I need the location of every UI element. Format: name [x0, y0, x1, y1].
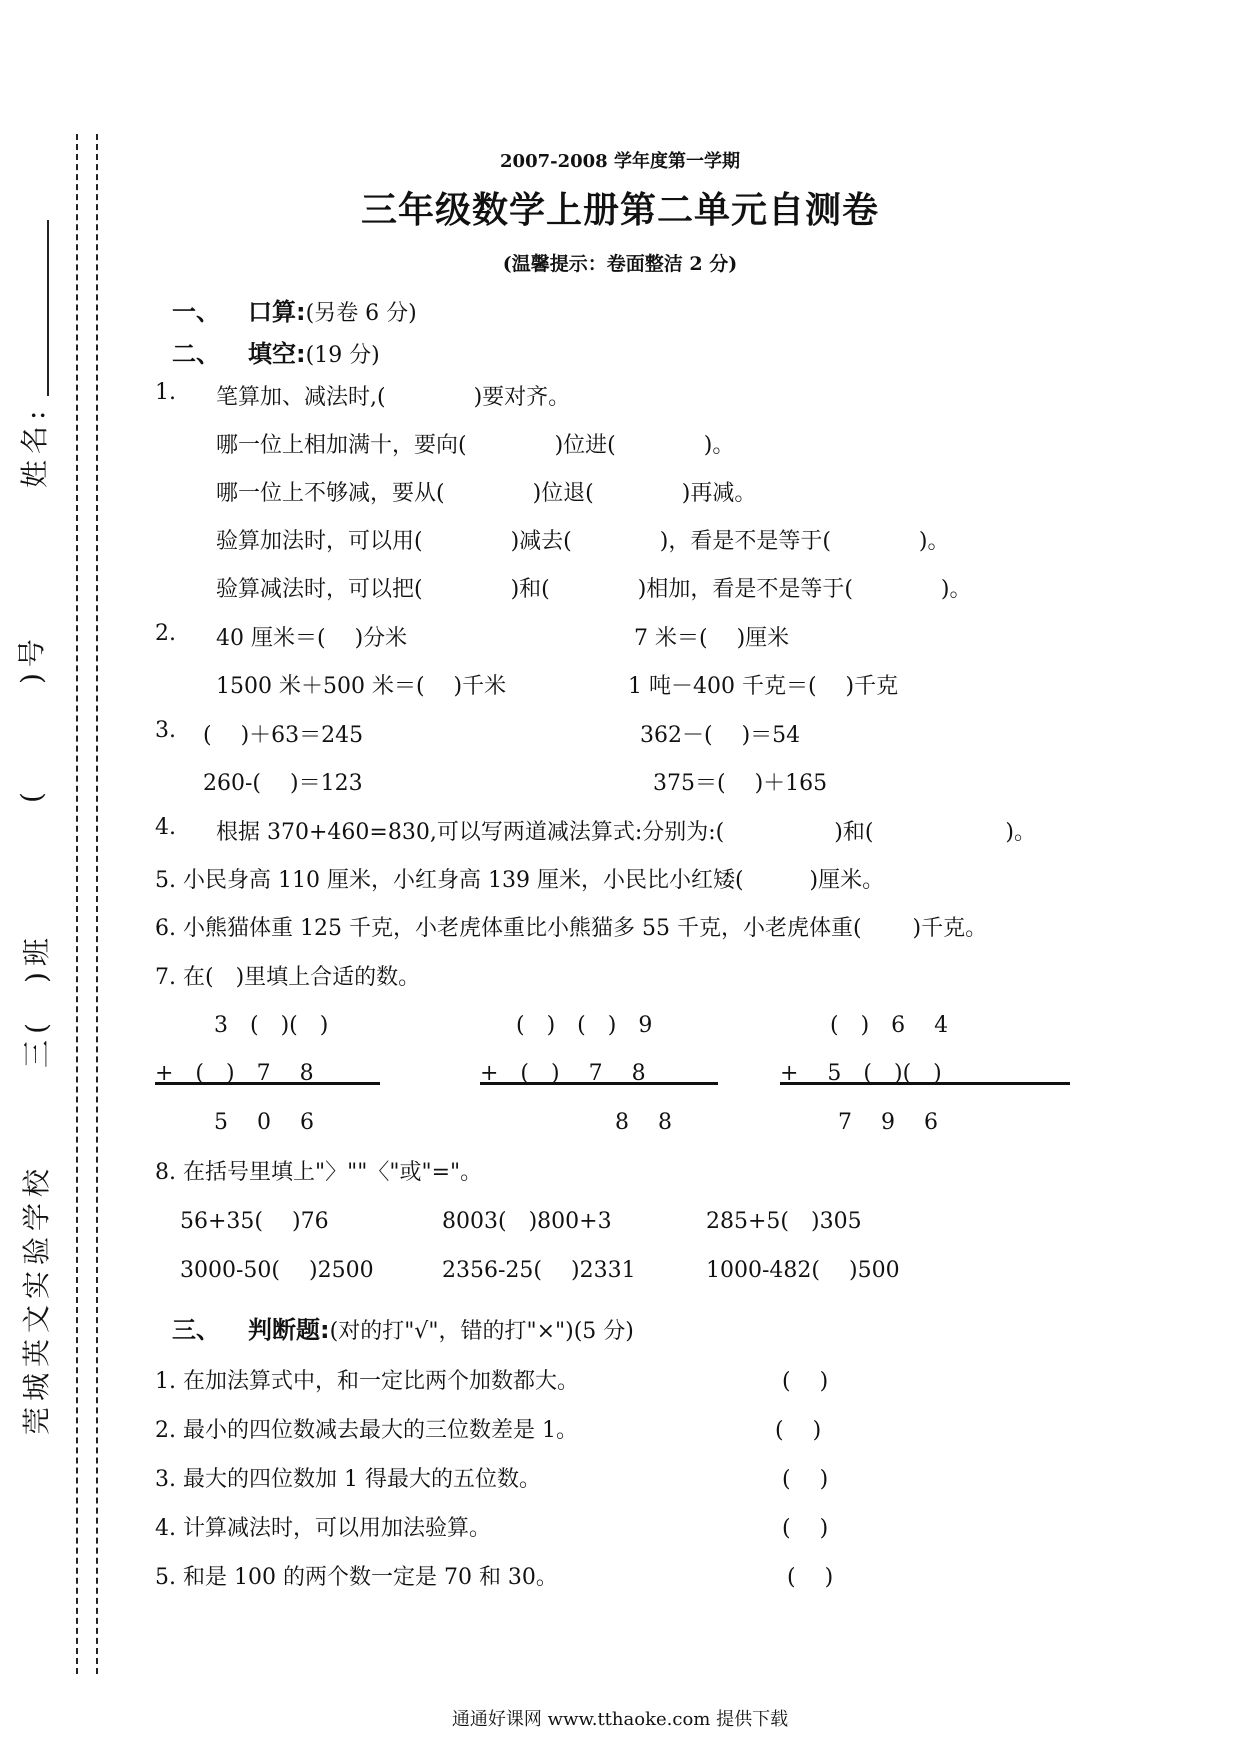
q7-problem-3-rule — [780, 1082, 1070, 1085]
question-number: 2. — [155, 621, 176, 646]
section-note: (另卷 6 分) — [305, 301, 417, 326]
footer-credit: 通通好课网 www.tthaoke.com 提供下载 — [451, 1709, 789, 1730]
q1-line: 验算减法时，可以把( )和( )相加，看是不是等于( )。 — [216, 577, 972, 602]
judge-item-blank: ( ) — [775, 1418, 822, 1443]
question-number: 1. — [155, 380, 176, 405]
question-number: 3. — [155, 718, 176, 743]
q7-problem-3-top: ( ) 6 4 — [830, 1013, 949, 1038]
section-1-heading — [172, 292, 417, 327]
judge-item-text: 3. 最大的四位数加 1 得最大的五位数。 — [155, 1467, 541, 1492]
name-label: 姓名: — [18, 404, 51, 488]
q1-line: 验算加法时，可以用( )减去( )，看是不是等于( )。 — [216, 529, 950, 554]
q8-item: 1000-482( )500 — [706, 1258, 900, 1283]
q7-problem-3-addend: + 5 ( )( ) — [780, 1061, 942, 1086]
name-write-line — [47, 220, 49, 396]
section-number: 三、 — [172, 1316, 220, 1344]
judge-item-blank: ( ) — [787, 1565, 834, 1590]
q6-text: 6. 小熊猫体重 125 千克，小老虎体重比小熊猫多 55 千克，小老虎体重( )千克。 — [155, 916, 988, 941]
q7-problem-2-top: ( ) ( ) 9 — [516, 1013, 653, 1038]
q3-item: 375＝( )＋165 — [653, 771, 828, 796]
q2-item: 1 吨－400 千克＝( )千克 — [628, 674, 899, 699]
student-number-label: ( )号 — [15, 633, 48, 803]
q7-problem-1-rule — [155, 1082, 380, 1085]
school-label: 莞城英文实验学校 — [20, 1162, 53, 1435]
judge-item-blank: ( ) — [782, 1516, 829, 1541]
judge-item-text: 4. 计算减法时，可以用加法验算。 — [155, 1516, 491, 1541]
tip-line: (温馨提示：卷面整洁 2 分) — [502, 253, 738, 275]
q8-item: 285+5( )305 — [706, 1209, 862, 1234]
q7-problem-1-addend: + ( ) 7 8 — [155, 1061, 314, 1086]
q5-text: 5. 小民身高 110 厘米，小红身高 139 厘米，小民比小红矮( )厘米。 — [155, 868, 885, 893]
q7-problem-2-addend: + ( ) 7 8 — [480, 1061, 646, 1086]
q1-line: 哪一位上相加满十，要向( )位进( )。 — [216, 433, 735, 458]
q8-item: 8003( )800+3 — [442, 1209, 612, 1234]
section-number: 一、 — [172, 298, 220, 326]
q7-problem-2-rule — [480, 1082, 718, 1085]
q7-problem-3-sum: 7 9 6 — [838, 1110, 938, 1135]
q4-text: 根据 370+460=830,可以写两道减法算式:分别为:( )和( )。 — [216, 820, 1036, 845]
q2-item: 1500 米＋500 米＝( )千米 — [216, 674, 507, 699]
section-label: 判断题: — [248, 1316, 330, 1344]
q3-item: 362－( )＝54 — [640, 723, 801, 748]
semester-line: 2007-2008 学年度第一学期 — [500, 151, 740, 172]
question-number: 4. — [155, 815, 176, 840]
judge-item-blank: ( ) — [782, 1369, 829, 1394]
q3-item: ( )＋63＝245 — [203, 723, 364, 748]
q7-text: 7. 在( )里填上合适的数。 — [155, 965, 421, 990]
q8-item: 56+35( )76 — [180, 1209, 329, 1234]
q2-item: 40 厘米＝( )分米 — [216, 626, 408, 651]
section-number: 二、 — [172, 340, 220, 368]
binding-dashed-line — [96, 134, 98, 1674]
section-note: (对的打"√"，错的打"×")(5 分) — [329, 1319, 634, 1344]
section-2-heading — [172, 334, 380, 369]
judge-item-blank: ( ) — [782, 1467, 829, 1492]
judge-item-text: 2. 最小的四位数减去最大的三位数差是 1。 — [155, 1418, 578, 1443]
q7-problem-2-sum: 8 8 — [615, 1110, 672, 1135]
q1-line: 笔算加、减法时,( )要对齐。 — [216, 385, 571, 410]
q8-item: 3000-50( )2500 — [180, 1258, 374, 1283]
class-label: 三( )班 — [20, 932, 53, 1068]
judge-item-text: 5. 和是 100 的两个数一定是 70 和 30。 — [155, 1565, 558, 1590]
section-3-heading — [172, 1310, 634, 1345]
q3-item: 260-( )＝123 — [203, 771, 363, 796]
q8-item: 2356-25( )2331 — [442, 1258, 636, 1283]
q7-problem-1-sum: 5 0 6 — [214, 1110, 314, 1135]
section-note: (19 分) — [305, 343, 380, 368]
section-label: 口算: — [248, 298, 306, 326]
page-title: 三年级数学上册第二单元自测卷 — [360, 190, 879, 231]
q7-problem-1-top: 3 ( )( ) — [214, 1013, 329, 1038]
binding-dashed-line — [76, 134, 78, 1674]
judge-item-text: 1. 在加法算式中，和一定比两个加数都大。 — [155, 1369, 579, 1394]
q2-item: 7 米＝( )厘米 — [634, 626, 790, 651]
section-label: 填空: — [248, 340, 306, 368]
q8-text: 8. 在括号里填上"〉""〈"或"="。 — [155, 1160, 483, 1185]
q1-line: 哪一位上不够减，要从( )位退( )再减。 — [216, 481, 757, 506]
